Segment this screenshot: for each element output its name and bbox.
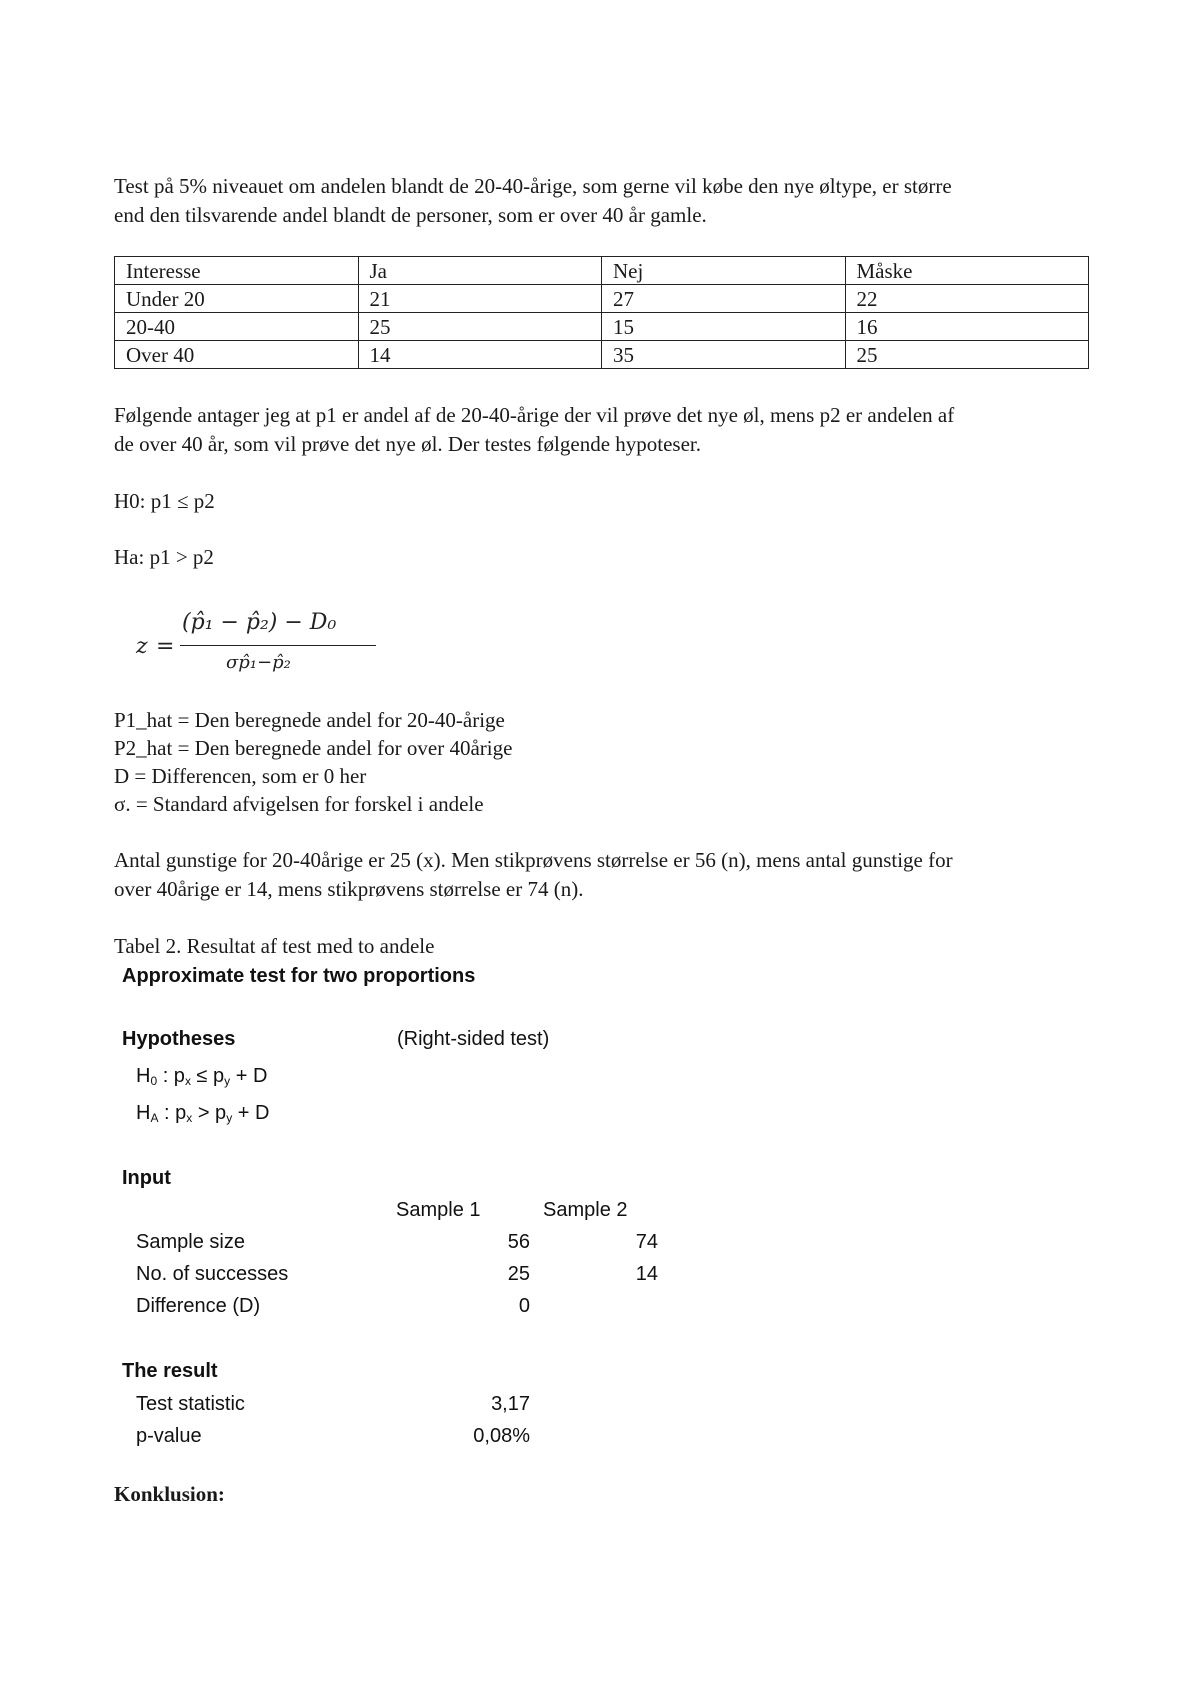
counts-line-1: Antal gunstige for 20-40årige er 25 (x). Men stikprøvens størrelse er 56 (n), mens antal gunstige for: [114, 848, 953, 872]
formula-equals: =: [156, 634, 175, 659]
output-ha: $H_A$ : $p_x > p_y + D$: [136, 1102, 270, 1125]
test-statistic-value: 3,17: [491, 1393, 530, 1415]
table-header-cell: Nej: [602, 257, 846, 285]
input-row-sample2: 14: [635, 1263, 658, 1285]
table-row: [115, 313, 1089, 341]
table-cell: 35: [602, 341, 846, 369]
output-title: Approximate test for two proportions: [122, 965, 476, 987]
sample-1-header: Sample 1: [396, 1199, 481, 1221]
result-heading: The result: [122, 1360, 218, 1382]
input-row-label: Difference (D): [136, 1295, 261, 1317]
assumption-line-2: de over 40 år, som vil prøve det nye øl. Der testes følgende hypoteser.: [114, 432, 701, 456]
table-cell: 25: [845, 341, 1089, 369]
definition-p1-hat: P1_hat = Den beregnede andel for 20-40-årige: [114, 708, 505, 732]
table-row: [115, 285, 1089, 313]
null-hypothesis: H0: p1 ≤ p2: [114, 489, 215, 513]
input-row-sample2: 74: [635, 1231, 658, 1253]
table-cell: Under 20: [115, 285, 359, 313]
p-value: 0,08%: [473, 1425, 530, 1447]
table-cell: 27: [602, 285, 846, 313]
input-row-label: No. of successes: [136, 1263, 289, 1285]
table-cell: 21: [358, 285, 602, 313]
test-side-label: (Right-sided test): [397, 1028, 550, 1050]
input-row-sample1: 56: [507, 1231, 530, 1253]
assumption-line-1: Følgende antager jeg at p1 er andel af de 20-40-årige der vil prøve det nye øl, mens p2 er andelen af: [114, 403, 955, 427]
table-cell: 22: [845, 285, 1089, 313]
table-cell: 16: [845, 313, 1089, 341]
p-value-label: p-value: [136, 1425, 202, 1447]
interest-table: [114, 256, 1089, 369]
fraction-bar: [180, 645, 376, 646]
sample-2-header: Sample 2: [543, 1199, 628, 1221]
alternative-hypothesis: Ha: p1 > p2: [114, 545, 214, 569]
table-row: [115, 341, 1089, 369]
table-caption: Tabel 2. Resultat af test med to andele: [114, 934, 435, 958]
formula-denominator: σp̂₁−p̂₂: [226, 652, 291, 673]
output-h0: $H_0$ : $p_x \le p_y + D$: [136, 1065, 268, 1088]
table-header-cell: Ja: [358, 257, 602, 285]
input-heading: Input: [122, 1167, 171, 1189]
input-row-sample1: 0: [518, 1295, 530, 1317]
table-cell: 25: [358, 313, 602, 341]
definition-p2-hat: P2_hat = Den beregnede andel for over 40årige: [114, 736, 513, 760]
input-row-sample1: 25: [507, 1263, 530, 1285]
formula-numerator: (p̂₁ − p̂₂) − D₀: [182, 610, 337, 635]
table-header-cell: Interesse: [115, 257, 359, 285]
table-header-cell: Måske: [845, 257, 1089, 285]
intro-line-2: end den tilsvarende andel blandt de personer, som er over 40 år gamle.: [114, 203, 707, 227]
table-cell: Over 40: [115, 341, 359, 369]
definition-sigma: σ. = Standard afvigelsen for forskel i andele: [114, 792, 484, 816]
input-row-label: Sample size: [136, 1231, 245, 1253]
definition-d: D = Differencen, som er 0 her: [114, 764, 367, 788]
table-header-row: [115, 257, 1089, 285]
counts-line-2: over 40årige er 14, mens stikprøvens størrelse er 74 (n).: [114, 877, 584, 901]
table-cell: 14: [358, 341, 602, 369]
hypotheses-heading: Hypotheses: [122, 1028, 236, 1050]
test-statistic-label: Test statistic: [136, 1393, 245, 1415]
table-cell: 15: [602, 313, 846, 341]
formula-lhs: z: [136, 634, 148, 659]
table-cell: 20-40: [115, 313, 359, 341]
intro-line-1: Test på 5% niveauet om andelen blandt de 20-40-årige, som gerne vil købe den nye øltype, er større: [114, 174, 952, 198]
conclusion-label: Konklusion:: [114, 1482, 225, 1506]
